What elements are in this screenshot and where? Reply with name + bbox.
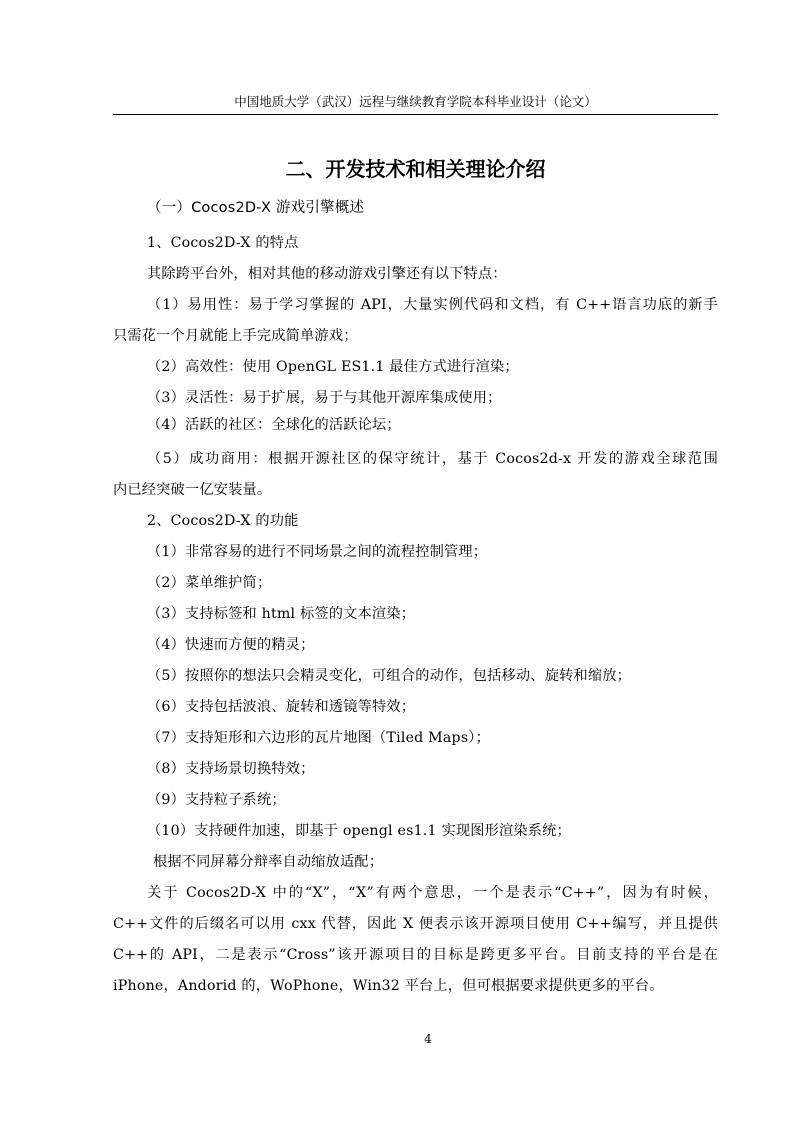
feature-item-1: （1）易用性：易于学习掌握的 API，大量实例代码和文档，有 C++语言功底的新手 — [147, 297, 718, 313]
function-item-7: （7）支持矩形和六边形的瓦片地图（Tiled Maps）； — [147, 730, 490, 746]
feature-item-5-continued: 内已经突破一亿安装量。 — [113, 482, 272, 498]
closing-paragraph-line-2: C++文件的后缀名可以用 cxx 代替，因此 X 便表示该开源项目使用 C++编写，并且提供 — [113, 916, 718, 932]
feature-item-3: （3）灵活性：易于扩展，易于与其他开源库集成使用； — [147, 390, 502, 406]
function-item-5: （5）按照你的想法只会精灵变化，可组合的动作，包括移动、旋转和缩放； — [147, 668, 632, 684]
function-item-3: （3）支持标签和 html 标签的文本渲染； — [147, 606, 416, 622]
feature-item-5: （5）成功商用：根据开源社区的保守统计，基于 Cocos2d-x 开发的游戏全球范围 — [147, 451, 718, 467]
feature-item-1-continued: 只需花一个月就能上手完成简单游戏； — [113, 328, 358, 344]
function-item-4: （4）快速而方便的精灵； — [147, 637, 315, 653]
subsection-title-features: 1、Cocos2D-X 的特点 — [147, 235, 299, 251]
section-heading: （一）Cocos2D-X 游戏引擎概述 — [147, 200, 365, 216]
closing-paragraph-line-4: iPhone，Andorid 的，WoPhone，Win32 平台上，但可根据要求提供更多的平台。 — [113, 978, 664, 994]
function-item-9: （9）支持粒子系统； — [147, 792, 286, 808]
feature-item-4: （4）活跃的社区：全球化的活跃论坛； — [147, 417, 401, 433]
closing-paragraph-line-1: 关于 Cocos2D-X 中的“X”，“X”有两个意思，一个是表示“C++”，因为有时候， — [147, 885, 718, 901]
function-item-8: （8）支持场景切换特效； — [147, 761, 315, 777]
function-item-2: （2）菜单维护简； — [147, 575, 272, 591]
closing-paragraph-line-3: C++的 API，二是表示“Cross”该开源项目的目标是跨更多平台。目前支持的平台是在 — [113, 947, 718, 963]
function-item-10: （10）支持硬件加速，即基于 opengl es1.1 实现图形渲染系统； — [147, 823, 571, 839]
page-number: 4 — [424, 1032, 432, 1046]
subsection-title-functions: 2、Cocos2D-X 的功能 — [147, 513, 299, 529]
features-intro: 其除跨平台外，相对其他的移动游戏引擎还有以下特点： — [147, 266, 507, 282]
feature-item-2: （2）高效性：使用 OpenGL ES1.1 最佳方式进行渲染； — [147, 359, 519, 375]
header-rule — [113, 114, 718, 115]
chapter-title: 二、开发技术和相关理论介绍 — [285, 157, 546, 181]
running-header: 中国地质大学（武汉）远程与继续教育学院本科毕业设计（论文） — [234, 94, 597, 109]
function-item-1: （1）非常容易的进行不同场景之间的流程控制管理； — [147, 544, 488, 560]
function-item-6: （6）支持包括波浪、旋转和透镜等特效； — [147, 699, 416, 715]
function-item-11: 根据不同屏幕分辩率自动缩放适配； — [153, 854, 384, 870]
